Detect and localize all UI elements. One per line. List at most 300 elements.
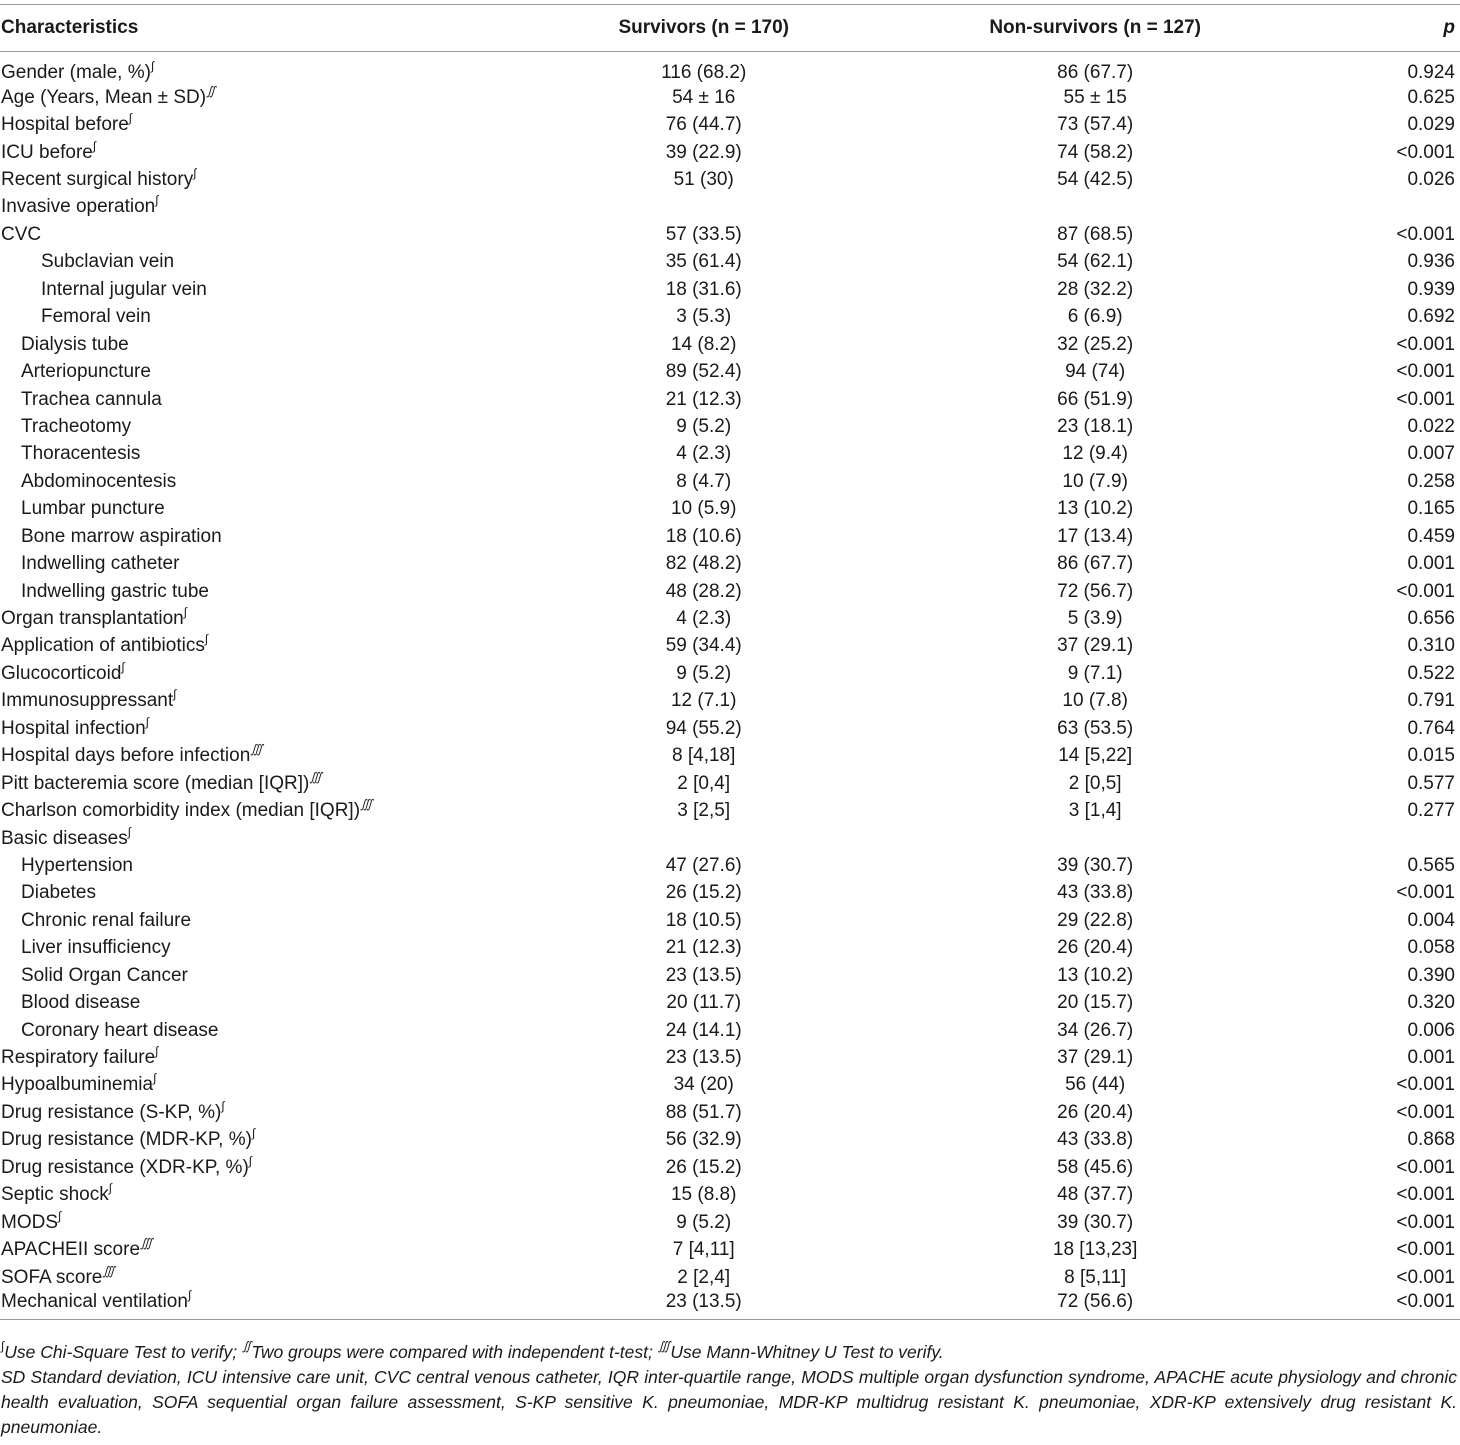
row-p-value: 0.764	[1407, 717, 1455, 739]
footnote-mark: ∭	[657, 1339, 671, 1353]
test-mark: ∫	[248, 1153, 253, 1168]
row-label: Liver insufficiency	[21, 937, 171, 959]
row-non-survivors: 55 ± 15	[1063, 86, 1127, 108]
row-survivors: 89 (52.4)	[665, 361, 742, 383]
table-row	[0, 1127, 1460, 1154]
table-row	[0, 276, 1460, 303]
row-label: Indwelling catheter	[21, 553, 180, 575]
table-row	[0, 139, 1460, 166]
row-survivors: 35 (61.4)	[665, 251, 742, 273]
test-mark: ∫	[193, 166, 197, 181]
row-characteristic	[0, 1209, 515, 1236]
table-row	[0, 249, 1460, 276]
characteristics-table	[0, 4, 1460, 1320]
row-characteristic	[0, 304, 515, 331]
test-mark: ∭	[250, 742, 263, 757]
row-survivors: 9 (5.2)	[676, 662, 732, 684]
row-label: Coronary heart disease	[21, 1019, 219, 1041]
row-non-survivors: 56 (44)	[1065, 1074, 1126, 1096]
row-p-value: <0.001	[1396, 1101, 1455, 1123]
test-mark: ∫	[145, 714, 149, 729]
table-row	[0, 52, 1460, 85]
test-mark: ∫	[108, 1181, 113, 1196]
row-non-survivors: 10 (7.8)	[1062, 690, 1128, 712]
row-label: Invasive operation	[1, 196, 156, 218]
row-characteristic	[0, 413, 515, 440]
row-label: CVC	[1, 223, 42, 245]
row-characteristic	[0, 496, 515, 523]
test-mark: ∫	[155, 1044, 159, 1059]
table-row	[0, 743, 1460, 770]
row-p-value: <0.001	[1396, 141, 1455, 163]
table-row	[0, 1264, 1460, 1291]
row-characteristic	[0, 166, 515, 193]
row-non-survivors: 87 (68.5)	[1057, 223, 1134, 245]
row-characteristic	[0, 605, 515, 632]
row-survivors: 51 (30)	[673, 169, 734, 191]
row-survivors: 23 (13.5)	[665, 1047, 742, 1069]
row-characteristic	[0, 441, 515, 468]
table-row	[0, 1182, 1460, 1209]
row-p-value: 0.459	[1407, 525, 1455, 547]
row-label: APACHEII score	[1, 1239, 141, 1261]
table-row	[0, 907, 1460, 934]
row-p-value: 0.522	[1407, 662, 1455, 684]
row-survivors: 14 (8.2)	[670, 333, 737, 355]
row-characteristic	[0, 962, 515, 989]
row-non-survivors: 43 (33.8)	[1057, 882, 1134, 904]
row-survivors: 15 (8.8)	[670, 1184, 737, 1206]
row-non-survivors: 48 (37.7)	[1057, 1184, 1134, 1206]
row-p-value: <0.001	[1396, 1074, 1455, 1096]
row-label: Tracheotomy	[21, 415, 132, 437]
row-non-survivors: 73 (57.4)	[1057, 114, 1134, 136]
row-survivors: 18 (10.5)	[665, 909, 742, 931]
row-characteristic	[0, 221, 515, 248]
test-mark: ∭	[140, 1236, 153, 1251]
row-label: Solid Organ Cancer	[21, 964, 188, 986]
row-p-value: 0.692	[1407, 306, 1455, 328]
row-characteristic	[0, 249, 515, 276]
test-mark: ∫	[221, 1098, 225, 1113]
row-survivors: 21 (12.3)	[665, 388, 742, 410]
row-p-value: 0.001	[1407, 553, 1455, 575]
row-label: Bone marrow aspiration	[21, 525, 222, 547]
row-survivors: 18 (31.6)	[665, 278, 742, 300]
row-p-value: 0.936	[1407, 251, 1455, 273]
row-non-survivors: 3 [1,4]	[1068, 800, 1122, 822]
row-non-survivors: 43 (33.8)	[1057, 1129, 1134, 1151]
row-non-survivors: 37 (29.1)	[1057, 1047, 1134, 1069]
test-mark: ∫	[155, 193, 159, 208]
row-p-value: <0.001	[1396, 1211, 1455, 1233]
row-survivors: 88 (51.7)	[665, 1101, 742, 1123]
table-row	[0, 1044, 1460, 1071]
row-label: Drug resistance (XDR-KP, %)	[1, 1156, 249, 1178]
footnote-text: Use Mann-Whitney U Test to verify.	[670, 1342, 944, 1362]
table-row	[0, 1209, 1460, 1236]
table-row	[0, 962, 1460, 989]
row-non-survivors: 39 (30.7)	[1057, 1211, 1134, 1233]
row-non-survivors: 12 (9.4)	[1062, 443, 1128, 465]
row-characteristic	[0, 633, 515, 660]
table-row	[0, 331, 1460, 358]
row-survivors: 9 (5.2)	[676, 415, 732, 437]
row-label: Indwelling gastric tube	[21, 580, 209, 602]
row-p-value: 0.924	[1407, 62, 1455, 83]
row-survivors: 23 (13.5)	[665, 964, 742, 986]
row-p-value: 0.022	[1407, 415, 1455, 437]
row-survivors: 24 (14.1)	[665, 1019, 742, 1041]
test-mark: ∫	[251, 1126, 256, 1141]
row-non-survivors	[892, 825, 1297, 852]
row-label: Subclavian vein	[41, 251, 175, 273]
row-survivors: 23 (13.5)	[665, 1291, 742, 1313]
table-row	[0, 1099, 1460, 1126]
table-row	[0, 1291, 1460, 1320]
row-label: Respiratory failure	[1, 1047, 156, 1069]
footnote-tests	[1, 1340, 1457, 1365]
table-header-row	[0, 5, 1460, 52]
test-mark: ∫	[173, 687, 177, 702]
table-row	[0, 413, 1460, 440]
row-survivors: 8 (4.7)	[676, 470, 732, 492]
row-survivors	[515, 825, 893, 852]
footnote-mark: ∫	[1, 1339, 5, 1353]
row-survivors: 48 (28.2)	[665, 580, 742, 602]
table-row	[0, 715, 1460, 742]
row-p-value: 0.577	[1407, 772, 1455, 794]
row-p-value: 0.277	[1407, 800, 1455, 822]
row-characteristic	[0, 276, 515, 303]
row-label: Mechanical ventilation	[1, 1291, 188, 1313]
footnote-text: Two groups were compared with independent t-test;	[251, 1342, 658, 1362]
test-mark: ∭	[309, 769, 323, 784]
row-non-survivors: 37 (29.1)	[1057, 635, 1134, 657]
table-body	[0, 52, 1460, 1320]
row-label: Hospital days before infection	[1, 745, 251, 767]
row-characteristic	[0, 1182, 515, 1209]
row-label: Trachea cannula	[21, 388, 162, 410]
row-p-value: 0.004	[1407, 909, 1455, 931]
row-non-survivors: 23 (18.1)	[1057, 415, 1134, 437]
test-mark: ∫	[150, 59, 155, 73]
test-mark: ∫	[121, 659, 125, 674]
row-label: Application of antibiotics	[1, 635, 205, 657]
row-p-value: 0.310	[1407, 635, 1455, 657]
row-survivors: 56 (32.9)	[665, 1129, 742, 1151]
row-survivors: 3 [2,5]	[677, 800, 731, 822]
row-characteristic	[0, 825, 515, 852]
table-row	[0, 523, 1460, 550]
row-p-value: 0.258	[1407, 470, 1455, 492]
row-label: Dialysis tube	[21, 333, 129, 355]
row-survivors: 10 (5.9)	[670, 498, 737, 520]
row-p-value: 0.791	[1407, 690, 1455, 712]
table-row	[0, 386, 1460, 413]
row-survivors: 54 ± 16	[672, 86, 736, 108]
row-p-value: <0.001	[1396, 1184, 1455, 1206]
row-characteristic	[0, 1072, 515, 1099]
table-row	[0, 660, 1460, 687]
table-row	[0, 605, 1460, 632]
row-p-value	[1298, 825, 1460, 852]
row-p-value: <0.001	[1396, 1239, 1455, 1261]
row-label: Abdominocentesis	[21, 470, 177, 492]
table-row	[0, 1072, 1460, 1099]
table-row	[0, 852, 1460, 879]
row-label: Diabetes	[21, 882, 96, 904]
table-row	[0, 989, 1460, 1016]
row-survivors: 12 (7.1)	[670, 690, 737, 712]
row-survivors: 21 (12.3)	[665, 937, 742, 959]
row-p-value: 0.390	[1407, 964, 1455, 986]
row-p-value: <0.001	[1396, 223, 1455, 245]
row-characteristic	[0, 1154, 515, 1181]
row-non-survivors: 66 (51.9)	[1057, 388, 1134, 410]
row-survivors: 20 (11.7)	[666, 992, 742, 1014]
header-non-survivors: Non-survivors (n = 127)	[892, 5, 1297, 52]
row-non-survivors: 10 (7.9)	[1062, 470, 1128, 492]
row-p-value: 0.939	[1407, 278, 1455, 300]
row-label: Recent surgical history	[1, 169, 194, 191]
row-characteristic	[0, 907, 515, 934]
row-non-survivors: 14 [5,22]	[1058, 745, 1133, 767]
row-characteristic	[0, 139, 515, 166]
table-row	[0, 797, 1460, 824]
test-mark: ∫	[183, 605, 188, 620]
row-characteristic	[0, 111, 515, 138]
row-p-value: <0.001	[1396, 1266, 1455, 1288]
row-characteristic	[0, 194, 515, 221]
test-mark: ∭	[360, 797, 373, 812]
footnote-text: Use Chi-Square Test to verify;	[4, 1342, 242, 1362]
row-characteristic	[0, 468, 515, 495]
row-label: Hospital infection	[1, 717, 146, 739]
row-non-survivors: 86 (67.7)	[1057, 62, 1134, 83]
row-p-value: 0.656	[1407, 608, 1455, 630]
row-label: Arteriopuncture	[21, 361, 151, 383]
row-p-value: 0.015	[1407, 745, 1455, 767]
table-row	[0, 496, 1460, 523]
row-non-survivors	[892, 194, 1297, 221]
test-mark: ∫	[187, 1288, 192, 1303]
row-p-value: 0.165	[1407, 498, 1455, 520]
row-non-survivors: 9 (7.1)	[1067, 662, 1123, 684]
table-row	[0, 304, 1460, 331]
table-row	[0, 221, 1460, 248]
table-row	[0, 441, 1460, 468]
row-label: Immunosuppressant	[1, 690, 174, 712]
row-characteristic	[0, 84, 515, 111]
table-row	[0, 84, 1460, 111]
table-row	[0, 358, 1460, 385]
table-row	[0, 194, 1460, 221]
row-non-survivors: 32 (25.2)	[1057, 333, 1134, 355]
row-survivors: 9 (5.2)	[676, 1211, 732, 1233]
row-characteristic	[0, 523, 515, 550]
table-row	[0, 688, 1460, 715]
table-row	[0, 550, 1460, 577]
table-footnotes	[1, 1340, 1457, 1440]
table-row	[0, 578, 1460, 605]
row-non-survivors: 13 (10.2)	[1057, 964, 1134, 986]
header-survivors: Survivors (n = 170)	[515, 5, 893, 52]
row-survivors: 2 [0,4]	[677, 772, 731, 794]
row-characteristic	[0, 52, 515, 85]
table-row	[0, 770, 1460, 797]
row-characteristic	[0, 386, 515, 413]
row-label: Hypertension	[21, 854, 133, 876]
row-non-survivors: 54 (62.1)	[1057, 251, 1134, 273]
row-non-survivors: 26 (20.4)	[1057, 937, 1134, 959]
row-label: SOFA score	[1, 1266, 103, 1288]
row-label: Pitt bacteremia score (median [IQR])	[1, 772, 310, 794]
row-characteristic	[0, 1017, 515, 1044]
row-label: Septic shock	[1, 1184, 109, 1206]
test-mark: ∭	[102, 1263, 116, 1278]
row-label: Hospital before	[1, 114, 129, 136]
row-non-survivors: 54 (42.5)	[1057, 169, 1134, 191]
row-characteristic	[0, 550, 515, 577]
row-characteristic	[0, 1127, 515, 1154]
table-row	[0, 935, 1460, 962]
row-label: Basic diseases	[1, 827, 128, 849]
header-p-value: p	[1298, 5, 1460, 52]
table-row	[0, 825, 1460, 852]
row-characteristic	[0, 770, 515, 797]
table-row	[0, 1236, 1460, 1263]
row-label: MODS	[1, 1211, 58, 1233]
row-survivors: 26 (15.2)	[665, 1156, 742, 1178]
row-survivors: 18 (10.6)	[665, 525, 742, 547]
row-characteristic	[0, 989, 515, 1016]
row-p-value: 0.868	[1407, 1129, 1455, 1151]
test-mark: ∫	[153, 1071, 157, 1086]
row-survivors: 94 (55.2)	[665, 717, 742, 739]
row-characteristic	[0, 688, 515, 715]
row-label: Blood disease	[21, 992, 141, 1014]
row-p-value: <0.001	[1396, 882, 1455, 904]
row-non-survivors: 72 (56.6)	[1057, 1291, 1134, 1313]
row-p-value: 0.565	[1407, 854, 1455, 876]
table-row	[0, 468, 1460, 495]
row-non-survivors: 86 (67.7)	[1057, 553, 1134, 575]
row-characteristic	[0, 578, 515, 605]
row-survivors: 7 [4,11]	[672, 1239, 735, 1261]
row-p-value: 0.026	[1407, 169, 1455, 191]
row-p-value: <0.001	[1396, 1156, 1455, 1178]
row-characteristic	[0, 715, 515, 742]
row-p-value: 0.058	[1407, 937, 1455, 959]
row-characteristic	[0, 880, 515, 907]
row-non-survivors: 39 (30.7)	[1057, 854, 1134, 876]
test-mark: ∫	[127, 824, 132, 839]
row-p-value: 0.320	[1407, 992, 1455, 1014]
row-survivors: 39 (22.9)	[665, 141, 742, 163]
row-survivors: 34 (20)	[673, 1074, 734, 1096]
row-survivors: 82 (48.2)	[665, 553, 742, 575]
row-p-value: 0.006	[1407, 1019, 1455, 1041]
row-non-survivors: 94 (74)	[1065, 361, 1126, 383]
row-label: Glucocorticoid	[1, 662, 122, 684]
row-label: Drug resistance (S-KP, %)	[1, 1101, 222, 1123]
table-row	[0, 166, 1460, 193]
row-non-survivors: 20 (15.7)	[1057, 992, 1134, 1014]
row-label: Femoral vein	[41, 306, 151, 328]
row-label: Chronic renal failure	[21, 909, 192, 931]
row-label: Drug resistance (MDR-KP, %)	[1, 1129, 252, 1151]
row-characteristic	[0, 1236, 515, 1263]
table-row	[0, 633, 1460, 660]
row-survivors: 57 (33.5)	[665, 223, 742, 245]
row-label: Charlson comorbidity index (median [IQR])	[1, 800, 361, 822]
row-survivors: 59 (34.4)	[665, 635, 742, 657]
row-p-value: 0.007	[1407, 443, 1455, 465]
test-mark: ∫	[92, 138, 97, 153]
row-label: Hypoalbuminemia	[1, 1074, 154, 1096]
row-non-survivors: 74 (58.2)	[1057, 141, 1134, 163]
test-mark: ∫	[204, 632, 209, 647]
table-row	[0, 111, 1460, 138]
row-label: ICU before	[1, 141, 93, 163]
row-non-survivors: 26 (20.4)	[1057, 1101, 1134, 1123]
row-survivors	[515, 194, 893, 221]
row-non-survivors: 28 (32.2)	[1057, 278, 1134, 300]
row-p-value: 0.001	[1407, 1047, 1455, 1069]
row-characteristic	[0, 1288, 515, 1320]
row-characteristic	[0, 1044, 515, 1071]
row-characteristic	[0, 358, 515, 385]
row-characteristic	[0, 797, 515, 824]
row-non-survivors: 8 [5,11]	[1064, 1266, 1127, 1288]
row-non-survivors: 5 (3.9)	[1067, 608, 1123, 630]
row-non-survivors: 2 [0,5]	[1068, 772, 1122, 794]
row-label: Gender (male, %)	[1, 62, 151, 83]
row-p-value: <0.001	[1396, 333, 1455, 355]
table-row	[0, 1017, 1460, 1044]
row-p-value: <0.001	[1396, 580, 1455, 602]
row-characteristic	[0, 852, 515, 879]
row-p-value: <0.001	[1396, 388, 1455, 410]
row-characteristic	[0, 935, 515, 962]
row-non-survivors: 13 (10.2)	[1057, 498, 1134, 520]
row-label: Lumbar puncture	[21, 498, 165, 520]
row-non-survivors: 34 (26.7)	[1057, 1019, 1134, 1041]
header-characteristics: Characteristics	[0, 5, 515, 52]
row-survivors: 76 (44.7)	[665, 114, 742, 136]
row-label: Organ transplantation	[1, 608, 184, 630]
table-row	[0, 1154, 1460, 1181]
row-survivors: 4 (2.3)	[676, 608, 732, 630]
row-non-survivors: 17 (13.4)	[1057, 525, 1134, 547]
row-characteristic	[0, 743, 515, 770]
table-row	[0, 880, 1460, 907]
test-mark: ∫	[128, 111, 133, 126]
row-non-survivors: 29 (22.8)	[1057, 909, 1134, 931]
row-non-survivors: 63 (53.5)	[1057, 717, 1134, 739]
row-non-survivors: 58 (45.6)	[1057, 1156, 1134, 1178]
footnote-abbreviations: SD Standard deviation, ICU intensive care unit, CVC central venous catheter, IQR inter-quartile range, MODS multiple organ dysfunction syndrome, APACHE acute physiology and chronic health evaluation, SOFA sequential organ failure assessment, S-KP sensitive K. pneumoniae, MDR-KP multidrug resistant K. pneumoniae, XDR-KP extensively drug resistant K. pneumoniae.	[1, 1367, 1457, 1437]
row-survivors: 116 (68.2)	[661, 62, 747, 83]
row-characteristic	[0, 1264, 515, 1291]
row-characteristic	[0, 331, 515, 358]
row-p-value: 0.625	[1407, 86, 1455, 108]
row-survivors: 26 (15.2)	[665, 882, 742, 904]
row-label: Age (Years, Mean ± SD)	[1, 86, 207, 108]
row-p-value	[1298, 194, 1460, 221]
row-survivors: 4 (2.3)	[676, 443, 732, 465]
